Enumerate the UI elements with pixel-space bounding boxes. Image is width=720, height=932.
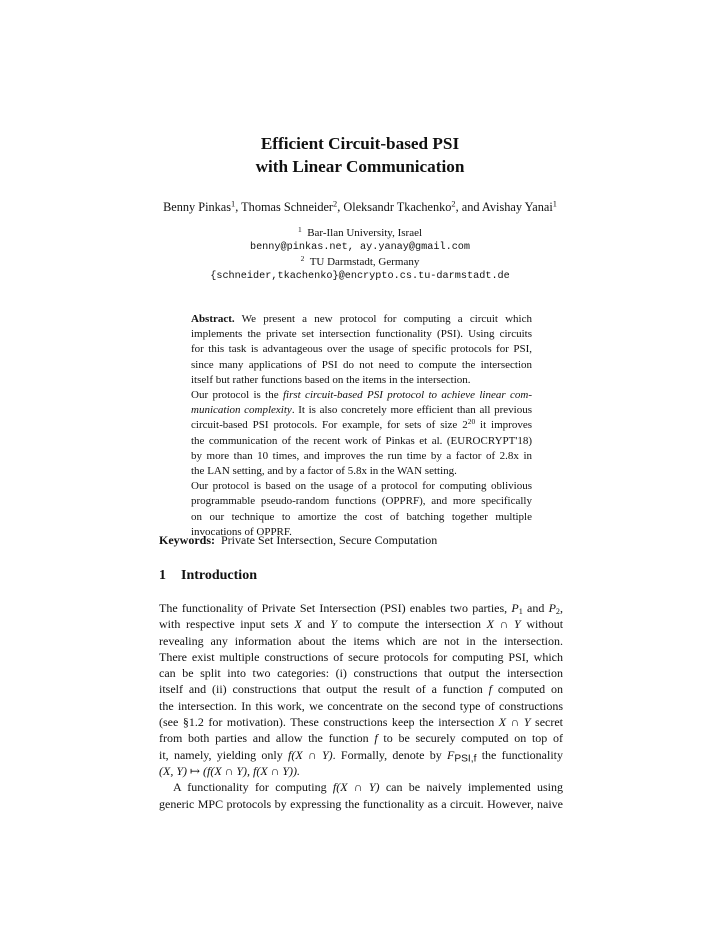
abstract-line: itself but rather functions based on the items in the intersection. xyxy=(191,373,471,386)
body-line: (see §1.2 for motivation). These constructions keep the intersection X ∩ Y secret xyxy=(159,715,564,730)
abstract-line: circuit-based PSI protocols. For example, for sets of size $2^{20}$ it improves xyxy=(191,417,532,432)
abstract-line: on our technique to amortize the cost of batching together multiple xyxy=(191,510,532,523)
affiliation-mark: 1 xyxy=(552,199,557,209)
abstract-line: by more than 10 times, and improves the run time by a factor of 2.8x in xyxy=(191,449,532,462)
affiliations xyxy=(0,226,720,284)
affiliation-mark: 2 xyxy=(451,199,456,209)
body-line: from both parties and allow the function f to be securely computed on top of xyxy=(159,731,563,746)
abstract-line: Our protocol is the first circuit-based PSI protocol to achieve linear com- xyxy=(191,389,532,402)
abstract-line: Abstract. We present a new protocol for computing a circuit which xyxy=(191,313,532,325)
title-line-2: with Linear Communication xyxy=(255,157,465,176)
abstract-line: munication complexity. It is also concretely more efficient than all previous xyxy=(191,404,532,417)
body-line: There exist multiple constructions of secure protocols for computing PSI, which xyxy=(159,649,563,664)
abstract-line: Our protocol is based on the usage of a protocol for computing oblivious xyxy=(191,480,532,493)
body-line: the intersection. In this work, we concentrate on the second type of constructions xyxy=(159,698,563,713)
introduction-text xyxy=(159,600,563,812)
keywords-label: Keywords: xyxy=(159,533,215,547)
author-name: Benny Pinkas xyxy=(163,200,232,214)
affiliation-mark: 1 xyxy=(297,224,302,234)
abstract xyxy=(191,312,532,540)
section-title: Introduction xyxy=(181,568,257,583)
body-line: with respective input sets X and Y to compute the intersection X ∩ Y without xyxy=(159,617,564,632)
affiliation-mark: 2 xyxy=(333,199,338,209)
affiliation-mark: 2 xyxy=(300,253,305,263)
author-list xyxy=(0,199,720,215)
author-name: Thomas Schneider xyxy=(241,200,334,214)
paper-title xyxy=(0,132,720,178)
body-line: can be split into two categories: (i) constructions that output the intersection xyxy=(159,666,563,681)
body-line: revealing any information about the items which are not in the intersection. xyxy=(159,633,563,648)
body-line: itself and (ii) constructions that output the result of a function f computed on xyxy=(159,682,564,697)
affiliation-1-emails: benny@pinkas.net, ay.yanay@gmail.com xyxy=(249,241,471,253)
author-name: Avishay Yanai xyxy=(481,200,553,214)
abstract-line: the LAN setting, and by a factor of 5.8x in the WAN setting. xyxy=(191,465,457,478)
abstract-line: invocations of OPPRF. xyxy=(191,525,292,538)
body-line: generic MPC protocols by expressing the functionality as a circuit. However, naive xyxy=(159,796,563,811)
abstract-line: since many applications of PSI do not need to compute the intersection xyxy=(191,358,532,371)
section-heading xyxy=(159,568,257,584)
abstract-label: Abstract. xyxy=(191,313,235,325)
affiliation-mark: 1 xyxy=(231,199,236,209)
author-separator: , and xyxy=(455,200,482,214)
title-line-1: Efficient Circuit-based PSI xyxy=(260,134,460,153)
author-separator: , xyxy=(235,200,242,214)
affiliation-2: $^2$ TU Darmstadt, Germany xyxy=(300,253,420,268)
section-number: 1 xyxy=(159,568,166,583)
affiliation-1: $^1$ Bar-Ilan University, Israel xyxy=(297,224,423,239)
author-separator: , xyxy=(337,200,344,214)
abstract-line: for this task is advantageous over the usage of specific protocols for PSI, xyxy=(191,343,532,356)
body-line: (X, Y) ↦ (f(X ∩ Y), f(X ∩ Y)). xyxy=(159,763,301,778)
body-line: The functionality of Private Set Intersection (PSI) enables two parties, $P_1$ and $P_2$, xyxy=(159,601,563,617)
body-line: it, namely, yielding only f(X ∩ Y). Formally, denote by $F_{PSI,f}$ the functionality xyxy=(159,747,563,765)
abstract-line: implements the private set intersection functionality (PSI). Using circuits xyxy=(191,328,532,341)
keywords-text: Private Set Intersection, Secure Computation xyxy=(221,533,438,547)
abstract-line: the communication of the recent work of Pinkas et al. (EUROCRYPT'18) xyxy=(191,434,532,447)
affiliation-2-emails: {schneider,tkachenko}@encrypto.cs.tu-darmstadt.de xyxy=(210,270,510,282)
author-name: Oleksandr Tkachenko xyxy=(343,200,452,214)
body-line: A functionality for computing f(X ∩ Y) can be naively implemented using xyxy=(173,780,564,795)
abstract-line: programmable pseudo-random functions (OPPRF), and more specifically xyxy=(191,495,532,508)
keywords xyxy=(159,532,437,548)
